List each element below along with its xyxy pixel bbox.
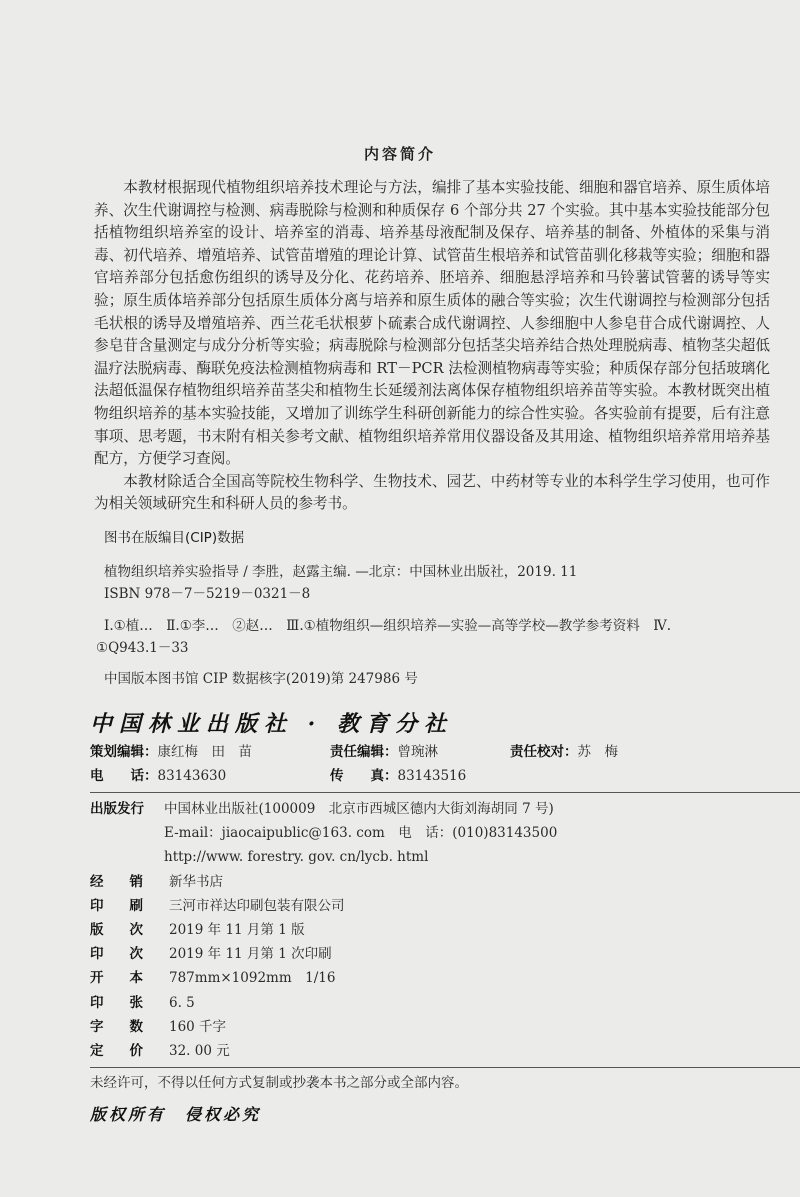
page-title: 内容简介 <box>363 145 436 163</box>
details-list <box>90 870 770 1064</box>
copyright-notice: 未经许可，不得以任何方式复制或抄袭本书之部分或全部内容。 <box>90 1075 468 1092</box>
detail-value: 787mm×1092mm 1/16 <box>169 970 336 987</box>
editors-row <box>90 740 770 764</box>
detail-label: 经销 <box>90 873 169 890</box>
detail-row <box>90 1015 770 1039</box>
detail-label: 定价 <box>90 1042 169 1059</box>
distribution-row <box>90 821 770 845</box>
distribution-row <box>90 797 770 821</box>
proofreader: 责任校对：苏 梅 <box>510 743 618 760</box>
detail-value: 三河市祥达印刷包装有限公司 <box>169 897 345 914</box>
all-rights-reserved: 版权所有 侵权必究 <box>90 1105 262 1125</box>
detail-label: 印刷 <box>90 897 169 914</box>
detail-label: 印次 <box>90 946 169 963</box>
detail-value: 6. 5 <box>169 994 195 1011</box>
detail-row <box>90 918 770 942</box>
detail-value: 新华书店 <box>169 873 223 890</box>
distribution-email: E-mail：jiaocaipublic@163. com 电 话：(010)83143500 <box>164 825 558 842</box>
detail-label: 字数 <box>90 1018 169 1035</box>
detail-row <box>90 1039 770 1063</box>
cip-block <box>96 528 770 690</box>
cip-title-line: 植物组织培养实验指导 / 李胜，赵露主编. —北京：中国林业出版社，2019. 11 <box>104 563 578 580</box>
fax: 传 真：83143516 <box>330 767 467 784</box>
detail-label: 版次 <box>90 921 169 938</box>
publisher-name: 中国林业出版社 · 教育分社 <box>90 710 453 737</box>
phone: 电 话：83143630 <box>90 767 227 784</box>
detail-row <box>90 991 770 1015</box>
detail-label: 开本 <box>90 970 169 987</box>
detail-row <box>90 894 770 918</box>
divider <box>90 792 800 793</box>
detail-row <box>90 870 770 894</box>
summary-paragraph: 本教材除适合全国高等院校生物科学、生物技术、园艺、中药材等专业的本科学生学习使用，也可作为相关领域研究生和科研人员的参考书。 <box>94 472 770 513</box>
detail-value: 32. 00 元 <box>169 1042 230 1059</box>
responsible-editor: 责任编辑：曾琬淋 <box>330 743 438 760</box>
cip-record-number: 中国版本图书馆 CIP 数据核字(2019)第 247986 号 <box>104 670 418 687</box>
detail-label: 印张 <box>90 994 169 1011</box>
distribution-row <box>90 845 770 869</box>
distribution-address: 中国林业出版社(100009 北京市西城区德内大街刘海胡同 7 号) <box>164 800 554 817</box>
contact-row <box>90 764 770 788</box>
summary-paragraph: 本教材根据现代植物组织培养技术理论与方法，编排了基本实验技能、细胞和器官培养、原生质体培养、次生代谢调控与检测、病毒脱除与检测和种质保存 6 个部分共 27 个实验。其中基本实验技能部分包括植物组织培养室的设计、培养室的消毒、培养基母液配制及保存、培养基的制备、外植体的采集与消毒、初代培养、增殖培养、试管苗增殖的理论计算、试管苗生根培养和试管苗驯化移栽等实验；细胞和器官培养部分包括愈伤组织的诱导及分化、花药培养、胚培养、细胞悬浮培养和马铃薯试管薯的诱导等实验；原生质体培养部分包括原生质体分离与培养和原生质体的融合等实验；次生代谢调控与检测部分包括毛状根的诱导及增殖培养、西兰花毛状根萝卜硫素合成代谢调控、人参细胞中人参皂苷合成代谢调控、人参皂苷含量测定与成分分析等实验；病毒脱除与检测部分包括茎尖培养结合热处理脱病毒、植物茎尖超低温疗法脱病毒、酶联免疫法检测植物病毒和 RT－PCR 法检测植物病毒等实验；种质保存部分包括玻璃化法超低温保存植物组织培养苗茎尖和植物生长延缓剂法离体保存植物组织培养苗等实验。本教材既突出植物组织培养的基本实验技能，又增加了训练学生科研创新能力的综合性实验。各实验前有提要，后有注意事项、思考题，书末附有相关参考文献、植物组织培养常用仪器设备及其用途、植物组织培养常用培养基配方，方便学习查阅。 <box>94 179 770 468</box>
planning-editor: 策划编辑：康红梅 田 苗 <box>90 743 252 760</box>
detail-row <box>90 942 770 966</box>
detail-row <box>90 966 770 990</box>
detail-value: 160 千字 <box>169 1018 227 1035</box>
distribution-label: 出版发行 <box>90 800 144 817</box>
divider <box>90 1067 800 1068</box>
detail-value: 2019 年 11 月第 1 版 <box>169 921 305 938</box>
distribution-url: http://www. forestry. gov. cn/lycb. html <box>164 849 429 866</box>
cip-isbn: ISBN 978－7－5219－0321－8 <box>104 585 311 602</box>
cip-classification: Ⅰ.①植… Ⅱ.①李… ②赵… Ⅲ.①植物组织—组织培养—实验—高等学校—教学参考资料 Ⅳ. <box>104 617 671 634</box>
cip-classification-code: ①Q943.1－33 <box>96 639 189 656</box>
cip-heading: 图书在版编目(CIP)数据 <box>104 529 245 546</box>
detail-value: 2019 年 11 月第 1 次印刷 <box>169 946 332 963</box>
